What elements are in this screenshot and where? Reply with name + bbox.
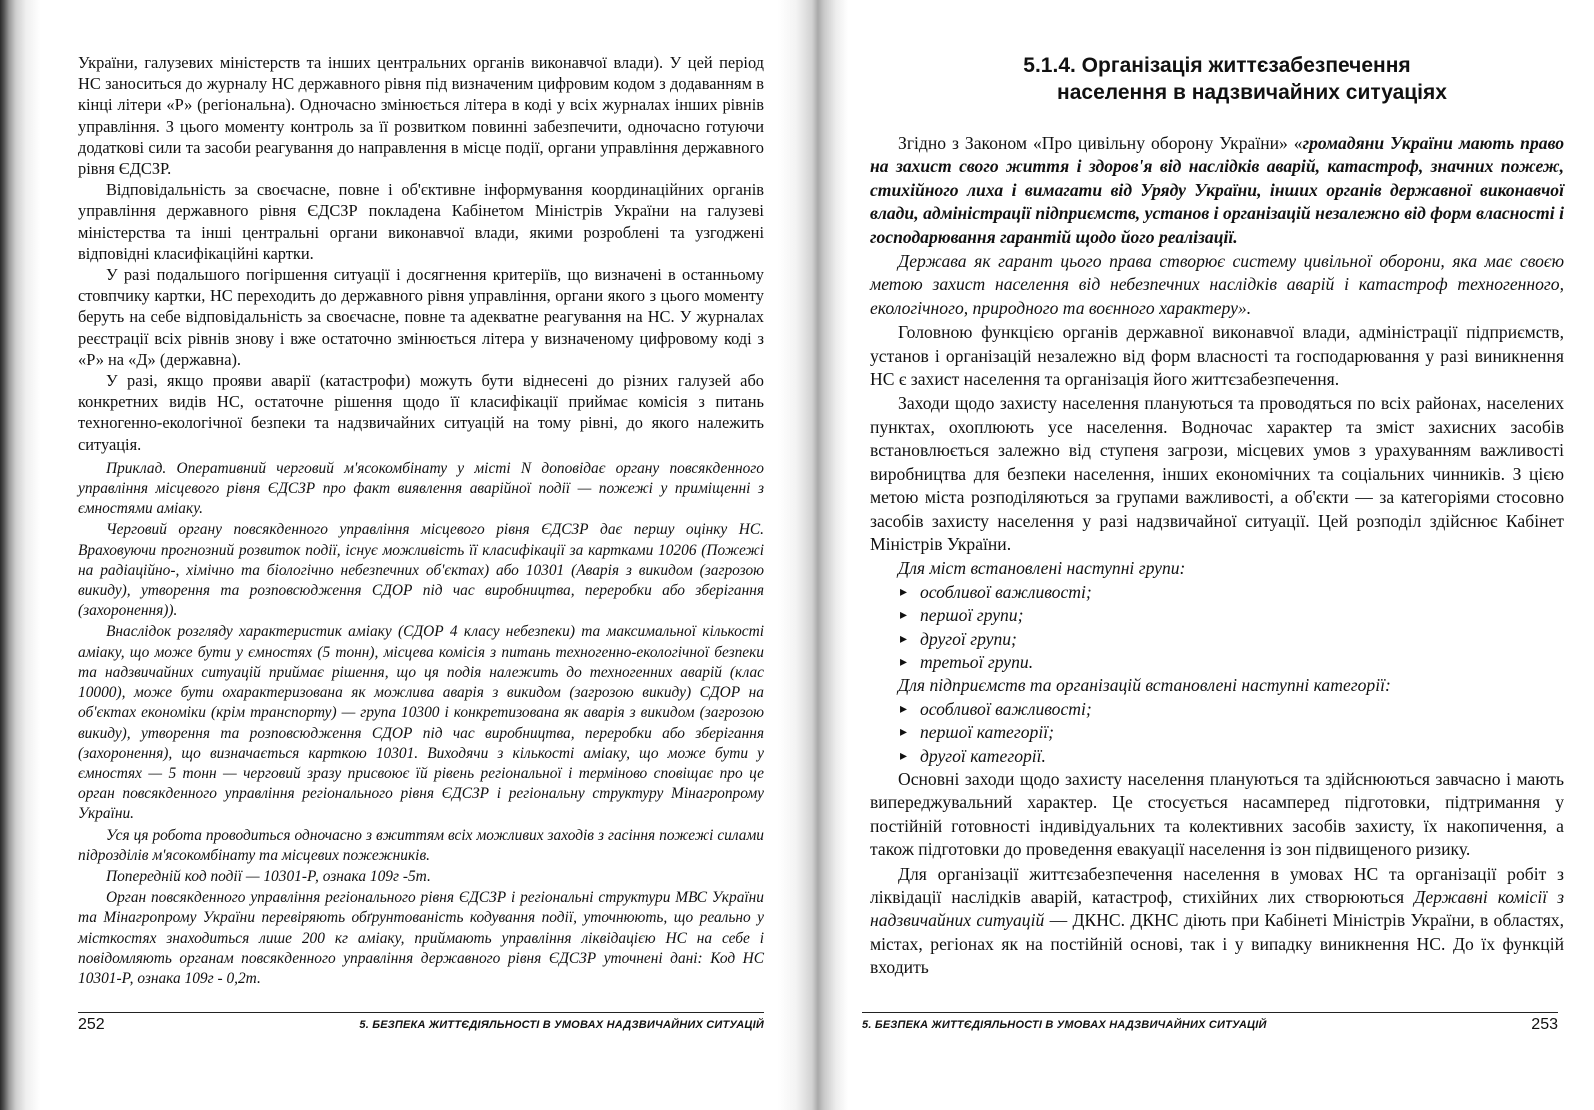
heading-line: населення в надзвичайних ситуаціях (1057, 81, 1447, 104)
list-item: ▸ першої групи; (900, 604, 1564, 627)
paragraph: Основні заходи щодо захисту населення плануються та здійснюються завчасно і мають випереджувальний характер. Це стосується насамперед підготовки, підтримання у постійній готовності індивідуальних та колективних засобів захисту, їх накопичення, а також підготовки до проведення евакуації населення із зон підвищеного ризику. (870, 768, 1564, 860)
right-body (870, 132, 1564, 980)
list-item: ▸ особливої важливості; (900, 698, 1564, 721)
page-number: 253 (1531, 1016, 1558, 1033)
right-page (870, 52, 1564, 981)
running-head: 5. БЕЗПЕКА ЖИТТЄДІЯЛЬНОСТІ В УМОВАХ НАДЗВИЧАЙНИХ СИТУАЦІЙ (862, 1019, 1267, 1031)
left-footer (78, 1012, 764, 1038)
example-block (78, 459, 764, 989)
example-paragraph: Внаслідок розгляду характеристик аміаку (СДОР 4 класу небезпеки) та максимальної кількості аміаку, що може бути у ємностях (5 тонн), місцева комісія з питань техногенно-екологічної безпеки та надзвичайних ситуацій приймає рішення, що ця подія належить до техногенних аварій (клас 10000), може бути охарактеризована як можлива аварія з викидом (загрозою викиду) СДОР на об'єктах економіки (крім транспорту) — група 10300 і конкретизована як аварія з викидом (загрозою викиду), утворення та розповсюдження СДОР під час виробництва, переробки або зберігання (захоронення), що визначається карткою 10301. Виходячи з кількості аміаку, що може бути у ємностях — 5 тонн — черговий зразу присвоює їй рівень регіональної і терміново сповіщає про це орган повсякденного управління регіонального рівня ЄДСЗР і регіональну структуру Мінагропрому України. (78, 623, 764, 823)
list-item: ▸ третьої групи. (900, 651, 1564, 674)
heading-line: 5.1.4. Організація життєзабезпечення (1023, 54, 1411, 77)
page-edge-shadow (0, 0, 40, 1110)
paragraph: У разі подальшого погіршення ситуації і досягнення критеріїв, що визначені в останньому стовпчику картки, НС переходить до державного рівня управління, органи якого з цього моменту беруть на себе відповідальність за своєчасне, повне та адекватне реагування на НС. У журналах реєстрації всіх рівнів знову і вже остаточно змінюється літера у визначеному цифровому коді з «Р» на «Д» (державна). (78, 265, 764, 369)
paragraph: України, галузевих міністерств та інших центральних органів виконавчої влади). У цей період НС заноситься до журналу НС державного рівня під визначеним цифровим кодом з додаванням в кінці літери «Р» (регіональна). Одночасно змінюється літера в коді у всіх журналах інших рівнів управління. З цього моменту контроль за її розвитком повинні забезпечити, одночасно готуючи додаткові сили та засоби реагування до направлення в місце події, органи управління державного рівня ЄДСЗР. (78, 53, 764, 179)
example-paragraph: Попередній код події — 10301-Р, ознака 109г -5т. (106, 867, 431, 885)
left-body (78, 52, 764, 455)
list-item: ▸ першої категорії; (900, 721, 1564, 744)
list-item: ▸ особливої важливості; (900, 581, 1564, 604)
paragraph: У разі, якщо прояви аварії (катастрофи) можуть бути віднесені до різних галузей або конкретних видів НС, остаточне рішення щодо її класифікації приймає комісія з питань техногенно-екологічної безпеки та надзвичайних ситуацій на тому рівні, до якого належить ситуація. (78, 371, 764, 454)
text: Для організації життєзабезпечення населення в умовах НС та організації робіт з ліквідації наслідків аварій, катастроф, стихійних лих створюються (870, 863, 1564, 907)
intro-paragraph (870, 132, 1564, 249)
text: — ДКНС. ДКНС діють при Кабінеті Міністрів України, в областях, містах, регіонах як на постійній основі, так і у випадку виникнення НС. До їх функцій входить (870, 910, 1564, 978)
section-heading (870, 52, 1564, 106)
example-paragraph: Приклад. Оперативний черговий м'ясокомбінату у місті N доповідає органу повсякденного управління місцевого рівня ЄДСЗР про факт виявлення аварійної події — пожежі у приміщенні з ємностями аміаку. (78, 459, 764, 518)
running-head: 5. БЕЗПЕКА ЖИТТЄДІЯЛЬНОСТІ В УМОВАХ НАДЗВИЧАЙНИХ СИТУАЦІЙ (359, 1019, 764, 1031)
list-item: ▸ другої категорії. (900, 745, 1564, 768)
state-guarantee-paragraph: Держава як гарант цього права створює систему цивільної оборони, яка має своєю метою захист населення від небезпечних наслідків аварій і катастроф техногенного, екологічного, природного та воєнного характеру». (870, 251, 1564, 318)
law-quote: громадяни України мають право на захист свого життя і здоров'я від наслідків аварій, катастроф, значних пожеж, стихійного лиха і вимагати від Уряду України, інших органів державної виконавчої влади, адміністрації підприємств, установ і організацій незалежно від форм власності і господарювання гарантій щодо його реалізації. (870, 133, 1564, 247)
paragraph: Заходи щодо захисту населення плануються та проводяться по всіх районах, населених пунктах, охоплюють усе населення. Водночас характер та зміст захисних засобів встановлюється залежно від ступеня загрози, місцевих умов з урахуванням важливості виробництва для безпеки населення, інших економічних та соціальних чинників. З цією метою міста розподіляються за групами важливості, а об'єкти — за категоріями стосовно засобів захисту населення у разі надзвичайної ситуації. Цей розподіл здійснює Кабінет Міністрів України. (870, 393, 1564, 554)
page-number: 252 (78, 1016, 105, 1033)
left-page (78, 52, 764, 990)
example-paragraph: Черговий органу повсякденного управління місцевого рівня ЄДСЗР дає першу оцінку НС. Враховуючи прогнозний розвиток події, існує можливість її класифікації за картками 10206 (Пожежі на радіаційно-, хімічно та біологічно небезпечних об'єктах) або 10301 (Аварія з викидом (загрозою викиду), утворення та розповсюдження СДОР під час виробництва, переробки або зберігання (захоронення)). (78, 521, 764, 620)
example-paragraph: Уся ця робота проводиться одночасно з вжиттям всіх можливих заходів з гасіння пожежі силами підрозділів м'ясокомбінату та місцевих пожежників. (78, 826, 764, 864)
commissions-paragraph (870, 863, 1564, 980)
cities-intro: Для міст встановлені наступні групи: (898, 558, 1186, 579)
paragraph: Головною функцією органів державної виконавчої влади, адміністрації підприємств, установ і організацій незалежно від форм власності та господарювання у разі виникнення НС є захист населення та організація його життєзабезпечення. (870, 322, 1564, 390)
emphasis: Державні комісії з надзвичайних ситуацій (870, 887, 1564, 931)
intro-text: Згідно з Законом «Про цивільну оборону України» « (898, 133, 1303, 153)
list-item: ▸ другої групи; (900, 628, 1564, 651)
binding-gutter (778, 0, 848, 1110)
paragraph: Відповідальність за своєчасне, повне і об'єктивне інформування координаційних органів управління державного рівня ЄДСЗР покладена Кабінетом Міністрів України на галузеві міністерства та інші центральні органи виконавчої влади, якими розроблені та узгоджені відповідні класифікаційні картки. (78, 180, 764, 263)
city-groups-list (900, 581, 1564, 675)
enterprises-intro: Для підприємств та організацій встановлені наступні категорії: (898, 675, 1391, 696)
example-paragraph: Орган повсякденного управління регіонального рівня ЄДСЗР і регіональні структури МВС України та Мінагропрому України перевіряють обґрунтованість кодування події, уточнюють, що реально у місткостях знаходиться лише 200 кг аміаку, приймають управління ліквідацією НС на себе і повідомляють органам повсякденного управління державного рівня ЄДСЗР уточнені дані: Код НС 10301-Р, ознака 109г - 0,2т. (78, 889, 764, 987)
enterprise-categories-list (900, 698, 1564, 768)
right-footer (862, 1012, 1558, 1038)
